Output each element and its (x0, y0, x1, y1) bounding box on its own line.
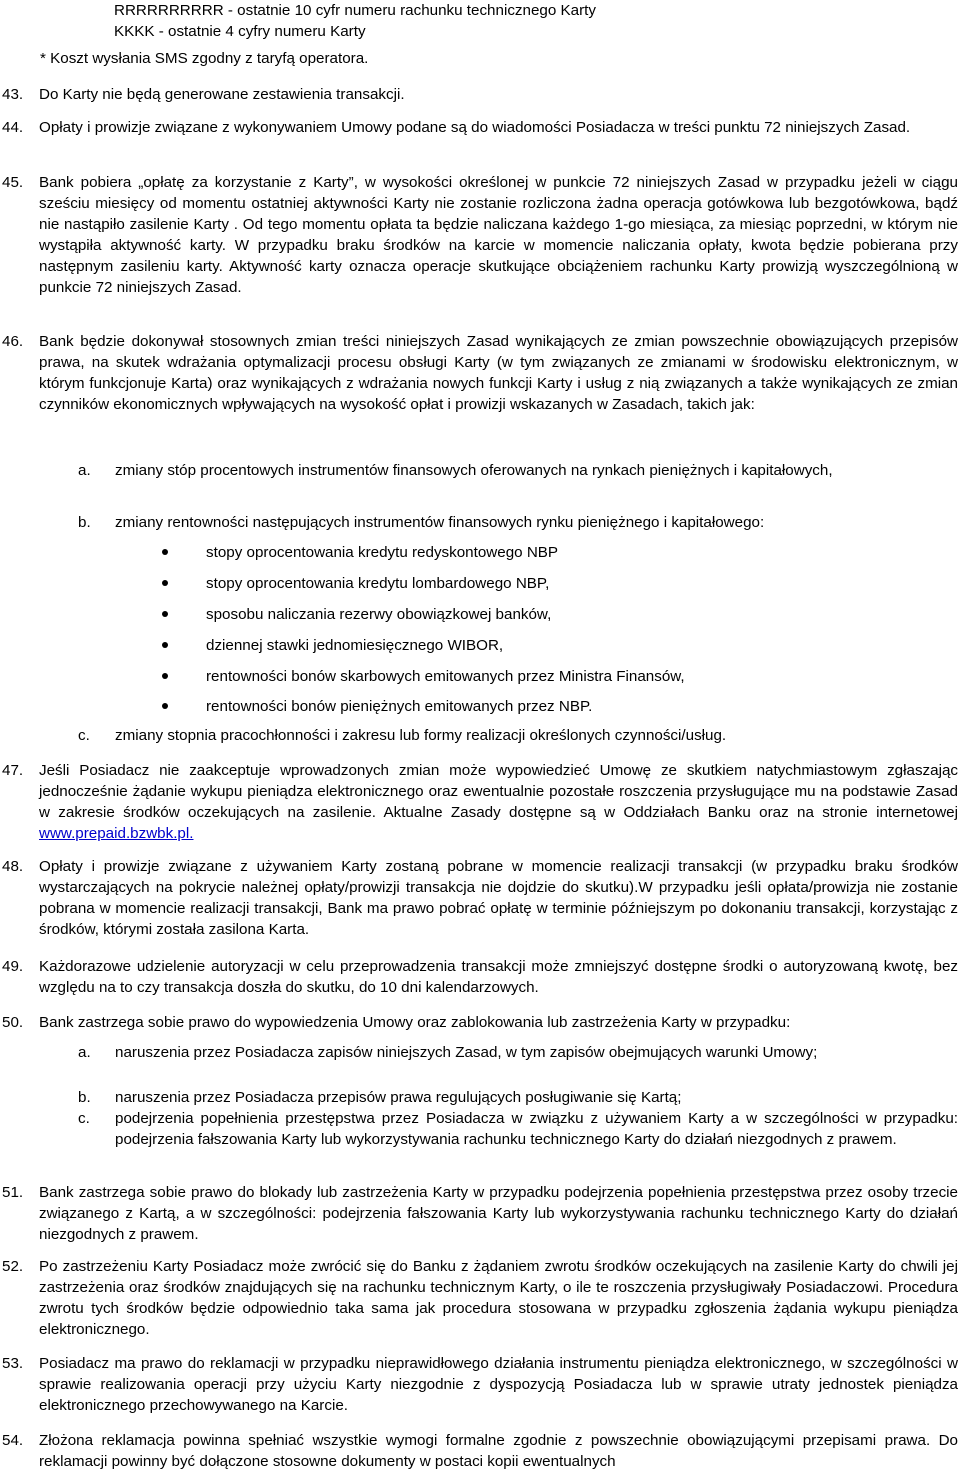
paragraph-number: 49. (2, 958, 24, 975)
bullet-text: dziennej stawki jednomiesięcznego WIBOR, (206, 637, 504, 654)
paragraph-text: Bank zastrzega sobie prawo do wypowiedzenia Umowy oraz zablokowania lub zastrzeżenia Karty w przypadku: (39, 1014, 791, 1031)
bullet-item (162, 696, 952, 717)
bullet-icon (162, 703, 168, 709)
paragraph-text: Do Karty nie będą generowane zestawienia transakcji. (39, 86, 405, 103)
item-label: b. (78, 1089, 91, 1106)
paragraph-number: 53. (2, 1355, 24, 1372)
item-text: zmiany stopnia pracochłonności i zakresu lub formy realizacji określonych czynności/usług. (115, 727, 727, 744)
sms-note: * Koszt wysłania SMS zgodny z taryfą operatora. (40, 50, 369, 67)
paragraph-number: 52. (2, 1258, 24, 1275)
item-label: b. (78, 514, 91, 531)
paragraph-text: Posiadacz ma prawo do reklamacji w przypadku nieprawidłowego działania instrumentu pieniądza elektronicznego, w szczególności w sprawie realizowania operacji przy użyciu Karty niezgodnie z dyspozycją Posiadacza lub w sprawie utraty jednostek pieniądza elektronicznego przechowywanego na Karcie. (39, 1355, 958, 1414)
bullet-icon (162, 580, 168, 586)
item-text: naruszenia przez Posiadacza zapisów niniejszych Zasad, w tym zapisów obejmujących warunki Umowy; (115, 1044, 818, 1061)
paragraph-number: 54. (2, 1432, 24, 1449)
item-text: podejrzenia popełnienia przestępstwa przez Posiadacza w związku z używaniem Karty a w szczególności w przypadku: podejrzenia fałszowania Karty lub wykorzystywania rachunku technicznego Karty do działań niezgodnych z prawem. (115, 1110, 958, 1148)
paragraph-text: Każdorazowe udzielenie autoryzacji w celu przeprowadzenia transakcji może zmniejszyć dostępne środki o autoryzowaną kwotę, bez względu na to czy transakcja doszła do skutku, do 10 dni kalendarzowych. (39, 958, 958, 996)
bullet-item (162, 635, 952, 656)
item-text: naruszenia przez Posiadacza przepisów prawa regulujących posługiwanie się Kartą; (115, 1089, 682, 1106)
paragraph-number: 48. (2, 858, 24, 875)
bullet-icon (162, 611, 168, 617)
paragraph-text: Opłaty i prowizje związane z używaniem Karty zostaną pobrane w momencie realizacji transakcji (w przypadku braku środków wystarczających na pokrycie należnej opłaty/prowizji transakcja nie dojdzie do skutku).W przypadku jeśli opłata/prowizja nie zostanie pobrana w momencie realizacji transakcji, Bank ma prawo pobrać opłatę w terminie późniejszym po dokonaniu transakcji, korzystając z środków, którymi została zasilona Karta. (39, 858, 958, 938)
paragraph-number: 50. (2, 1014, 24, 1031)
paragraph-number: 47. (2, 762, 24, 779)
header-line-2: KKKK - ostatnie 4 cyfry numeru Karty (114, 23, 366, 40)
bullet-text: sposobu naliczania rezerwy obowiązkowej banków, (206, 606, 552, 623)
bullet-item (162, 666, 952, 687)
paragraph-number: 45. (2, 174, 24, 191)
bullet-item (162, 573, 952, 594)
item-label: c. (78, 1110, 90, 1127)
bullet-text: stopy oprocentowania kredytu redyskontowego NBP (206, 544, 559, 561)
paragraph-text: Złożona reklamacja powinna spełniać wszystkie wymogi formalne zgodnie z powszechnie obowiązującymi przepisami prawa. Do reklamacji powinny być dołączone stosowne dokumenty w postaci kopii ewentualnych (39, 1432, 958, 1470)
bullet-item (162, 604, 952, 625)
item-label: a. (78, 462, 91, 479)
item-label: a. (78, 1044, 91, 1061)
paragraph-text: Bank pobiera „opłatę za korzystanie z Karty”, w wysokości określonej w punkcie 72 niniejszych Zasad w przypadku jeżeli w ciągu sześciu miesięcy od momentu ostatniej aktywności Karty nie zostanie rozliczona żadna operacja gotówkowa lub bezgotówkowa, bądź nie nastąpiło zasilenie Karty . Od tego momentu opłata ta będzie naliczana każdego 1-go miesiąca, za miesiąc poprzedni, w którym nie wystąpiła aktywność karty. W przypadku braku środków na karcie w momencie naliczania opłaty, kwota będzie pobierana przy następnym zasileniu karty. Aktywność karty oznacza operacje skutkujące obciążeniem rachunku Karty prowizją wyszczególnioną w punkcie 72 niniejszych Zasad. (39, 174, 958, 296)
bullet-icon (162, 673, 168, 679)
paragraph-text: Bank zastrzega sobie prawo do blokady lub zastrzeżenia Karty w przypadku podejrzenia popełnienia przestępstwa przez osoby trzecie związanego z Kartą, a w szczególności: podejrzenia fałszowania Karty lub wykorzystywania rachunku technicznego Karty do działań niezgodnych z prawem. (39, 1184, 958, 1243)
bullet-text: rentowności bonów pieniężnych emitowanych przez NBP. (206, 698, 593, 715)
item-label: c. (78, 727, 90, 744)
item-text: zmiany rentowności następujących instrumentów finansowych rynku pieniężnego i kapitałowego: (115, 514, 765, 531)
paragraph-text: Opłaty i prowizje związane z wykonywaniem Umowy podane są do wiadomości Posiadacza w treści punktu 72 niniejszych Zasad. (39, 119, 911, 136)
paragraph-number: 43. (2, 86, 24, 103)
item-text: zmiany stóp procentowych instrumentów finansowych oferowanych na rynkach pieniężnych i kapitałowych, (115, 462, 833, 479)
bullet-text: rentowności bonów skarbowych emitowanych przez Ministra Finansów, (206, 668, 685, 685)
paragraph-number: 44. (2, 119, 24, 136)
paragraph-text: Bank będzie dokonywał stosownych zmian treści niniejszych Zasad wynikających ze zmian powszechnie obowiązujących przepisów prawa, na skutek wdrażania optymalizacji procesu obsługi Karty (w tym związanych ze zmianami w środowisku elektronicznym, w którym funkcjonuje Karta) oraz wynikających z wdrażania nowych funkcji Karty i usług z nią związanych a także wynikających ze zmian czynników ekonomicznych wpływających na wysokość opłat i prowizji wskazanych w Zasadach, takich jak: (39, 333, 958, 413)
bullet-icon (162, 642, 168, 648)
paragraph-number: 46. (2, 333, 24, 350)
paragraph-number: 51. (2, 1184, 24, 1201)
paragraph-text: Po zastrzeżeniu Karty Posiadacz może zwrócić się do Banku z żądaniem zwrotu środków oczekujących na zasilenie Karty do chwili jej zastrzeżenia oraz środków znajdujących się na rachunku technicznym Karty, o ile te roszczenia przysługiwały Posiadaczowi. Procedura zwrotu tych środków będzie odpowiednio taka sama jak procedura stosowana w przypadku zgłoszenia żądania wykupu pieniądza elektronicznego. (39, 1258, 958, 1338)
bullet-text: stopy oprocentowania kredytu lombardowego NBP, (206, 575, 550, 592)
website-link[interactable]: www.prepaid.bzwbk.pl. (39, 825, 194, 842)
paragraph-text (39, 760, 958, 844)
bullet-icon (162, 549, 168, 555)
paragraph-body: Jeśli Posiadacz nie zaakceptuje wprowadzonych zmian może wypowiedzieć Umowę ze skutkiem natychmiastowym zgłaszając jednocześnie żądanie wykupu pieniądza elektronicznego oraz ewentualnie pozostałe roszczenia przysługujące mu na podstawie Zasad w zakresie środków oczekujących na zasilenie. Aktualne Zasady dostępne są w Oddziałach Banku oraz na stronie internetowej (39, 762, 958, 821)
bullet-item (162, 542, 952, 563)
header-line-1: RRRRRRRRRR - ostatnie 10 cyfr numeru rachunku technicznego Karty (114, 2, 596, 19)
